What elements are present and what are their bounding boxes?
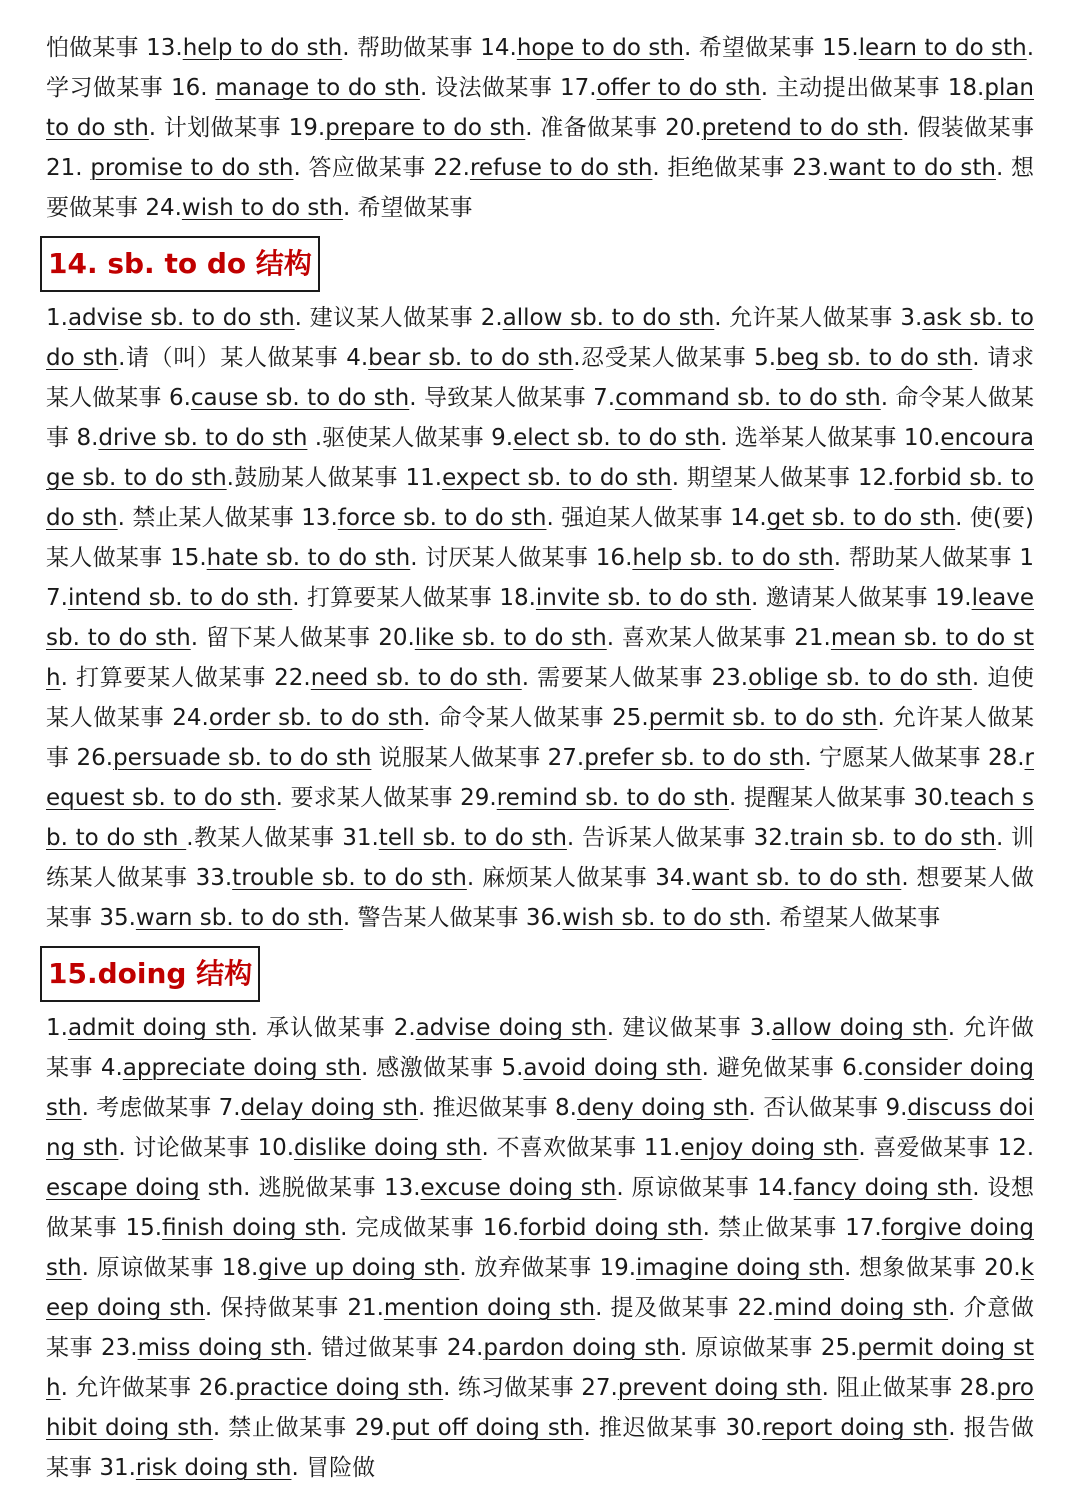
phrase-item [384,1175,757,1201]
english-phrase: want sb. to do sth [691,865,902,891]
chinese-meaning: . 打算要某人做某事 [292,585,500,611]
chinese-meaning: . 喜爱做某事 [858,1135,998,1161]
chinese-meaning: . 希望做某事 [684,35,823,61]
item-number: 18. [221,1255,259,1281]
chinese-meaning: . 禁止某人做某事 [117,505,302,531]
phrase-item [196,865,656,891]
item-number: 28. [987,745,1025,771]
item-number: 31. [99,1455,136,1481]
phrase-item [99,1455,375,1481]
section-heading-sb-to-do: 14. sb. to do 结构 [40,236,320,292]
chinese-meaning: . 使(要)某人做某事 [46,505,1035,571]
chinese-meaning: . 喜欢某人做某事 [606,625,795,651]
item-number: 4. [100,1055,123,1081]
item-number: 14. [480,35,517,61]
item-number: 15. [822,35,859,61]
item-number: 19. [599,1255,637,1281]
english-phrase: invite sb. to do sth [535,585,752,611]
item-number: 17. [46,545,1035,611]
english-phrase: wish to do sth [181,195,343,221]
item-number: 4. [346,345,369,371]
item-number: 25. [820,1335,858,1361]
english-phrase: hope to do sth [516,35,685,61]
phrase-item [483,1215,845,1241]
english-phrase: learn to do sth [858,35,1027,61]
item-number: 32. [753,825,791,851]
chinese-meaning: 说服某人做某事 [371,745,548,771]
english-phrase: appreciate doing sth [122,1055,361,1081]
phrase-item [599,1255,984,1281]
english-phrase: forbid doing sth [519,1215,703,1241]
english-phrase: need sb. to do sth [310,665,522,691]
phrase-item [560,75,948,101]
item-number: 29. [354,1415,392,1441]
chinese-meaning: . 帮助某人做某事 [833,545,1020,571]
item-number: 15. [170,545,207,571]
english-phrase: bear sb. to do sth [368,345,574,371]
item-number: 8. [555,1095,577,1121]
english-phrase: prohibit doing sth [46,1375,1034,1441]
chinese-meaning: . 允许某人做某事 [46,705,1035,771]
english-phrase: drive sb. to do sth [98,425,308,451]
item-number: 5. [501,1055,524,1081]
chinese-meaning: .鼓励某人做某事 [226,465,406,491]
english-phrase: enjoy doing sth [680,1135,859,1161]
english-phrase: risk doing sth [135,1455,292,1481]
item-number: 18. [947,75,985,101]
english-phrase: finish doing sth [162,1215,341,1241]
item-number: 怕做某事 13. [46,35,183,61]
english-phrase: mind doing sth [774,1295,949,1321]
chinese-meaning: . 提及做某事 [595,1295,738,1321]
chinese-meaning: . 训练某人做某事 [46,825,1035,891]
english-phrase: wish sb. to do sth [562,905,765,931]
chinese-meaning: . 设想做某事 [46,1175,1034,1241]
chinese-meaning: . 禁止做某事 [702,1215,846,1241]
item-number: 23. [101,1335,138,1361]
english-phrase: intend sb. to do sth [67,585,293,611]
item-number: 14. [757,1175,794,1201]
item-number: 21. [794,625,831,651]
chinese-meaning: . 想象做某事 [844,1255,985,1281]
chinese-meaning: . 导致某人做某事 [409,385,594,411]
english-phrase: manage to do sth [215,75,420,101]
english-phrase: mention doing sth [383,1295,596,1321]
chinese-meaning: . 选举某人做某事 [720,425,904,451]
item-number: 28. [959,1375,997,1401]
item-number: 35. [99,905,136,931]
english-phrase: prevent doing sth [617,1375,822,1401]
item-number: 21. [46,155,91,181]
phrase-item [301,505,730,531]
phrase-item [99,905,526,931]
item-number: 24. [145,195,182,221]
english-phrase: avoid doing sth [523,1055,702,1081]
english-phrase: help to do sth [182,35,343,61]
english-phrase: advise sb. to do sth [67,305,295,331]
phrase-item [199,1375,582,1401]
chinese-meaning: . 留下某人做某事 [190,625,379,651]
chinese-meaning: . 命令某人做某事 [423,705,613,731]
english-phrase: admit doing sth [67,1015,251,1041]
chinese-meaning: . 报告做某事 [46,1415,1035,1481]
chinese-meaning: .请（叫）某人做某事 [118,345,347,371]
chinese-meaning: . 完成做某事 [340,1215,483,1241]
phrase-item [126,1215,483,1241]
english-phrase: refuse to do sth [469,155,653,181]
phrase-item [644,1135,998,1161]
english-phrase: permit doing sth [46,1335,1035,1401]
chinese-meaning: .忍受某人做某事 [573,345,755,371]
phrase-item [219,1095,555,1121]
item-number: 26. [76,745,114,771]
item-number: 25. [612,705,649,731]
item-number: 13. [301,505,338,531]
chinese-meaning: . 强迫某人做某事 [546,505,731,531]
english-phrase: beg sb. to do sth [776,345,973,371]
english-phrase: trouble sb. to do sth [232,865,467,891]
english-phrase: remind sb. to do sth [496,785,729,811]
item-number: 22. [274,665,311,691]
item-number: 24. [172,705,209,731]
chinese-meaning: . 麻烦某人做某事 [466,865,656,891]
chinese-meaning: . 假装做某事 [902,115,1034,141]
phrase-item [405,465,857,491]
phrase-item [394,1015,750,1041]
chinese-meaning: . 打算要某人做某事 [60,665,275,691]
phrase-item [170,545,596,571]
english-phrase: plan to do sth [46,75,1035,141]
english-phrase: advise doing sth [415,1015,607,1041]
chinese-meaning: . 要求某人做某事 [275,785,461,811]
item-number: 23. [711,665,749,691]
phrase-item [665,115,1034,141]
english-phrase: dislike doing sth [294,1135,482,1161]
item-number: 20. [378,625,415,651]
english-phrase: keep doing sth [46,1255,1035,1321]
phrase-item [257,1135,643,1161]
phrase-item [46,35,480,61]
chinese-meaning: . 练习做某事 [443,1375,582,1401]
chinese-meaning: . 冒险做 [291,1455,376,1481]
chinese-meaning: . 讨论做某事 [118,1135,258,1161]
english-phrase: pretend to do sth [701,115,903,141]
chinese-meaning: . 介意做某事 [46,1295,1035,1361]
item-number: 9. [885,1095,908,1121]
chinese-meaning: . 否认做某事 [748,1095,886,1121]
english-phrase: train sb. to do sth [790,825,996,851]
item-number: 26. [198,1375,236,1401]
item-number: 23. [792,155,829,181]
chinese-meaning: . 保持做某事 [204,1295,348,1321]
item-number: 12. [997,1135,1035,1161]
item-number: 7. [218,1095,241,1121]
chinese-meaning: . 宁愿某人做某事 [804,745,988,771]
item-number: 1. [46,305,68,331]
english-phrase: help sb. to do sth [632,545,834,571]
english-phrase: leave sb. to do sth [46,585,1034,651]
chinese-meaning: . 警告某人做某事 [342,905,526,931]
phrase-item [346,345,754,371]
phrase-item [145,195,472,221]
chinese-meaning: . 想要做某事 [46,155,1035,221]
item-number: 9. [491,425,514,451]
english-phrase: allow sb. to do sth [502,305,715,331]
item-number: 3. [749,1015,772,1041]
phrase-item [480,35,822,61]
item-number: 16. [595,545,633,571]
english-phrase: hate sb. to do sth [206,545,411,571]
phrase-item [172,705,612,731]
item-number: 17. [560,75,597,101]
chinese-meaning: . 期望某人做某事 [671,465,858,491]
english-phrase: elect sb. to do sth [513,425,721,451]
english-phrase: forbid sb. to do sth [46,465,1035,531]
item-number: 30. [913,785,951,811]
chinese-meaning: . 请求某人做某事 [46,345,1035,411]
to-do-list-continued [46,28,1034,228]
english-phrase: request sb. to do sth [46,745,1035,811]
phrase-item [76,425,491,451]
phrase-item [171,75,560,101]
chinese-meaning: . 迫使某人做某事 [46,665,1034,731]
chinese-meaning: . 希望某人做某事 [764,905,941,931]
item-number: 18. [499,585,536,611]
english-phrase: permit sb. to do sth [648,705,878,731]
item-number: 19. [288,115,326,141]
item-number: 16. [171,75,216,101]
chinese-meaning: . 主动提出做某事 [760,75,948,101]
phrase-item [46,305,481,331]
chinese-meaning: . 错过做某事 [305,1335,447,1361]
phrase-item [76,745,547,771]
phrase-item [342,825,753,851]
item-number: 15. [125,1215,163,1241]
phrase-item [46,155,433,181]
english-phrase: offer to do sth [596,75,761,101]
english-phrase: promise to do sth [90,155,294,181]
english-phrase: persuade sb. to do sth [113,745,372,771]
english-phrase: get sb. to do sth [766,505,956,531]
phrase-item [596,545,1020,571]
chinese-meaning: . 允许某人做某事 [714,305,901,331]
english-phrase: ask sb. to do sth [46,305,1035,371]
english-phrase: give up doing sth [258,1255,460,1281]
item-number: 31. [342,825,379,851]
chinese-meaning: . 禁止做某事 [212,1415,355,1441]
phrase-item [355,1415,726,1441]
chinese-meaning: . 考虑做某事 [81,1095,219,1121]
item-number: 20. [665,115,702,141]
item-number: 12. [857,465,895,491]
chinese-meaning: . 答应做某事 [293,155,434,181]
item-number: 1. [46,1015,68,1041]
chinese-meaning: . 需要某人做某事 [521,665,712,691]
phrase-item [101,1335,447,1361]
phrase-item [555,1095,885,1121]
phrase-item [581,1375,960,1401]
item-number: 10. [903,425,941,451]
chinese-meaning: . 命令某人做某事 [46,385,1035,451]
item-number: 6. [168,385,191,411]
english-phrase: like sb. to do sth [414,625,607,651]
chinese-meaning: . 原谅做某事 [616,1175,758,1201]
item-number: 5. [754,345,777,371]
phrase-item [378,625,794,651]
chinese-meaning: . 学习做某事 [46,35,1035,101]
chinese-meaning: . 建议某人做某事 [294,305,481,331]
english-phrase: discuss doing sth [46,1095,1034,1161]
chinese-meaning: . 希望做某事 [342,195,473,221]
chinese-meaning: . 允许做某事 [46,1015,1034,1081]
english-phrase: forgive doing sth [46,1215,1035,1281]
phrase-item [491,425,904,451]
item-number: 8. [76,425,99,451]
section-heading-doing: 15.doing 结构 [40,946,260,1002]
item-number: 27. [581,1375,618,1401]
phrase-item [481,305,901,331]
english-phrase: imagine doing sth [636,1255,844,1281]
item-number: 16. [482,1215,520,1241]
english-phrase: expect sb. to do sth [442,465,672,491]
item-number: 34. [655,865,692,891]
chinese-meaning: . 拒绝做某事 [652,155,793,181]
item-number: 33. [195,865,233,891]
chinese-meaning: . 放弃做某事 [459,1255,600,1281]
english-phrase: put off doing sth [391,1415,584,1441]
chinese-meaning: . 不喜欢做某事 [481,1135,644,1161]
phrase-item [447,1335,821,1361]
chinese-meaning: . 允许做某事 [60,1375,199,1401]
item-number: 11. [405,465,443,491]
chinese-meaning: . 设法做某事 [419,75,561,101]
english-phrase: command sb. to do sth [615,385,881,411]
english-phrase: fancy doing sth [793,1175,973,1201]
chinese-meaning: . 邀请某人做某事 [751,585,936,611]
chinese-meaning: . 推迟做某事 [583,1415,726,1441]
item-number: 11. [643,1135,681,1161]
item-number: 19. [935,585,972,611]
phrase-item [169,385,593,411]
item-number: 22. [737,1295,775,1321]
chinese-meaning: . 帮助做某事 [342,35,481,61]
chinese-meaning: . 想要某人做某事 [46,865,1034,931]
english-phrase: force sb. to do sth [337,505,547,531]
english-phrase: want to do sth [828,155,996,181]
item-number: 17. [845,1215,882,1241]
item-number: 27. [547,745,585,771]
chinese-meaning: . 感激做某事 [360,1055,502,1081]
chinese-meaning: . 建议做某事 [606,1015,750,1041]
chinese-meaning: . 承认做某事 [250,1015,394,1041]
chinese-meaning: . 避免做某事 [701,1055,843,1081]
english-phrase: pardon doing sth [483,1335,680,1361]
phrase-item [347,1295,737,1321]
english-phrase: prefer sb. to do sth [584,745,805,771]
item-number: 2. [393,1015,416,1041]
english-phrase: deny doing sth [576,1095,749,1121]
chinese-meaning: . 讨厌某人做某事 [410,545,596,571]
english-phrase: mean sb. to do sth [46,625,1035,691]
english-phrase: tell sb. to do sth [378,825,567,851]
phrase-item [433,155,792,181]
item-number: 3. [900,305,923,331]
item-number: 10. [257,1135,295,1161]
chinese-meaning: . 提醒某人做某事 [728,785,914,811]
phrase-item [460,785,913,811]
chinese-meaning: . 告诉某人做某事 [566,825,754,851]
chinese-meaning: . 原谅做某事 [679,1335,821,1361]
chinese-meaning: . 推迟做某事 [417,1095,556,1121]
english-phrase: encourage sb. to do sth [46,425,1034,491]
phrase-item [499,585,935,611]
chinese-meaning: . 原谅做某事 [81,1255,222,1281]
english-phrase: escape doing [46,1175,200,1201]
english-phrase: consider doing sth [46,1055,1034,1121]
chinese-meaning: . 计划做某事 [148,115,289,141]
item-number: 2. [480,305,503,331]
item-number: 29. [460,785,497,811]
phrase-item [101,1055,502,1081]
phrase-item [289,115,665,141]
english-phrase: cause sb. to do sth [190,385,410,411]
item-number: 36. [525,905,563,931]
chinese-meaning: sth. 逃脱做某事 [199,1175,384,1201]
english-phrase: prepare to do sth [325,115,526,141]
english-phrase: delay doing sth [240,1095,418,1121]
item-number: 21. [347,1295,384,1321]
item-number: 14. [730,505,767,531]
item-number: 13. [383,1175,421,1201]
item-number: 22. [433,155,470,181]
english-phrase: report doing sth [762,1415,949,1441]
phrase-item [274,665,711,691]
item-number: 7. [593,385,616,411]
phrase-item [548,745,988,771]
doing-list [46,1008,1034,1488]
english-phrase: allow doing sth [771,1015,948,1041]
item-number: 30. [725,1415,763,1441]
chinese-meaning: . 阻止做某事 [821,1375,960,1401]
english-phrase: warn sb. to do sth [135,905,343,931]
item-number: 6. [842,1055,865,1081]
chinese-meaning: . 准备做某事 [525,115,666,141]
phrase-item [526,905,940,931]
english-phrase: practice doing sth [235,1375,444,1401]
english-phrase: oblige sb. to do sth [748,665,972,691]
english-phrase: excuse doing sth [420,1175,617,1201]
chinese-meaning: .教某人做某事 [186,825,343,851]
phrase-item [222,1255,600,1281]
english-phrase: miss doing sth [137,1335,306,1361]
item-number: 24. [446,1335,484,1361]
phrase-item [46,1015,394,1041]
english-phrase: order sb. to do sth [208,705,424,731]
chinese-meaning: .驱使某人做某事 [307,425,492,451]
english-phrase: teach sb. to do sth [46,785,1035,851]
phrase-item [501,1055,842,1081]
item-number: 20. [984,1255,1021,1281]
sb-to-do-list [46,298,1034,938]
